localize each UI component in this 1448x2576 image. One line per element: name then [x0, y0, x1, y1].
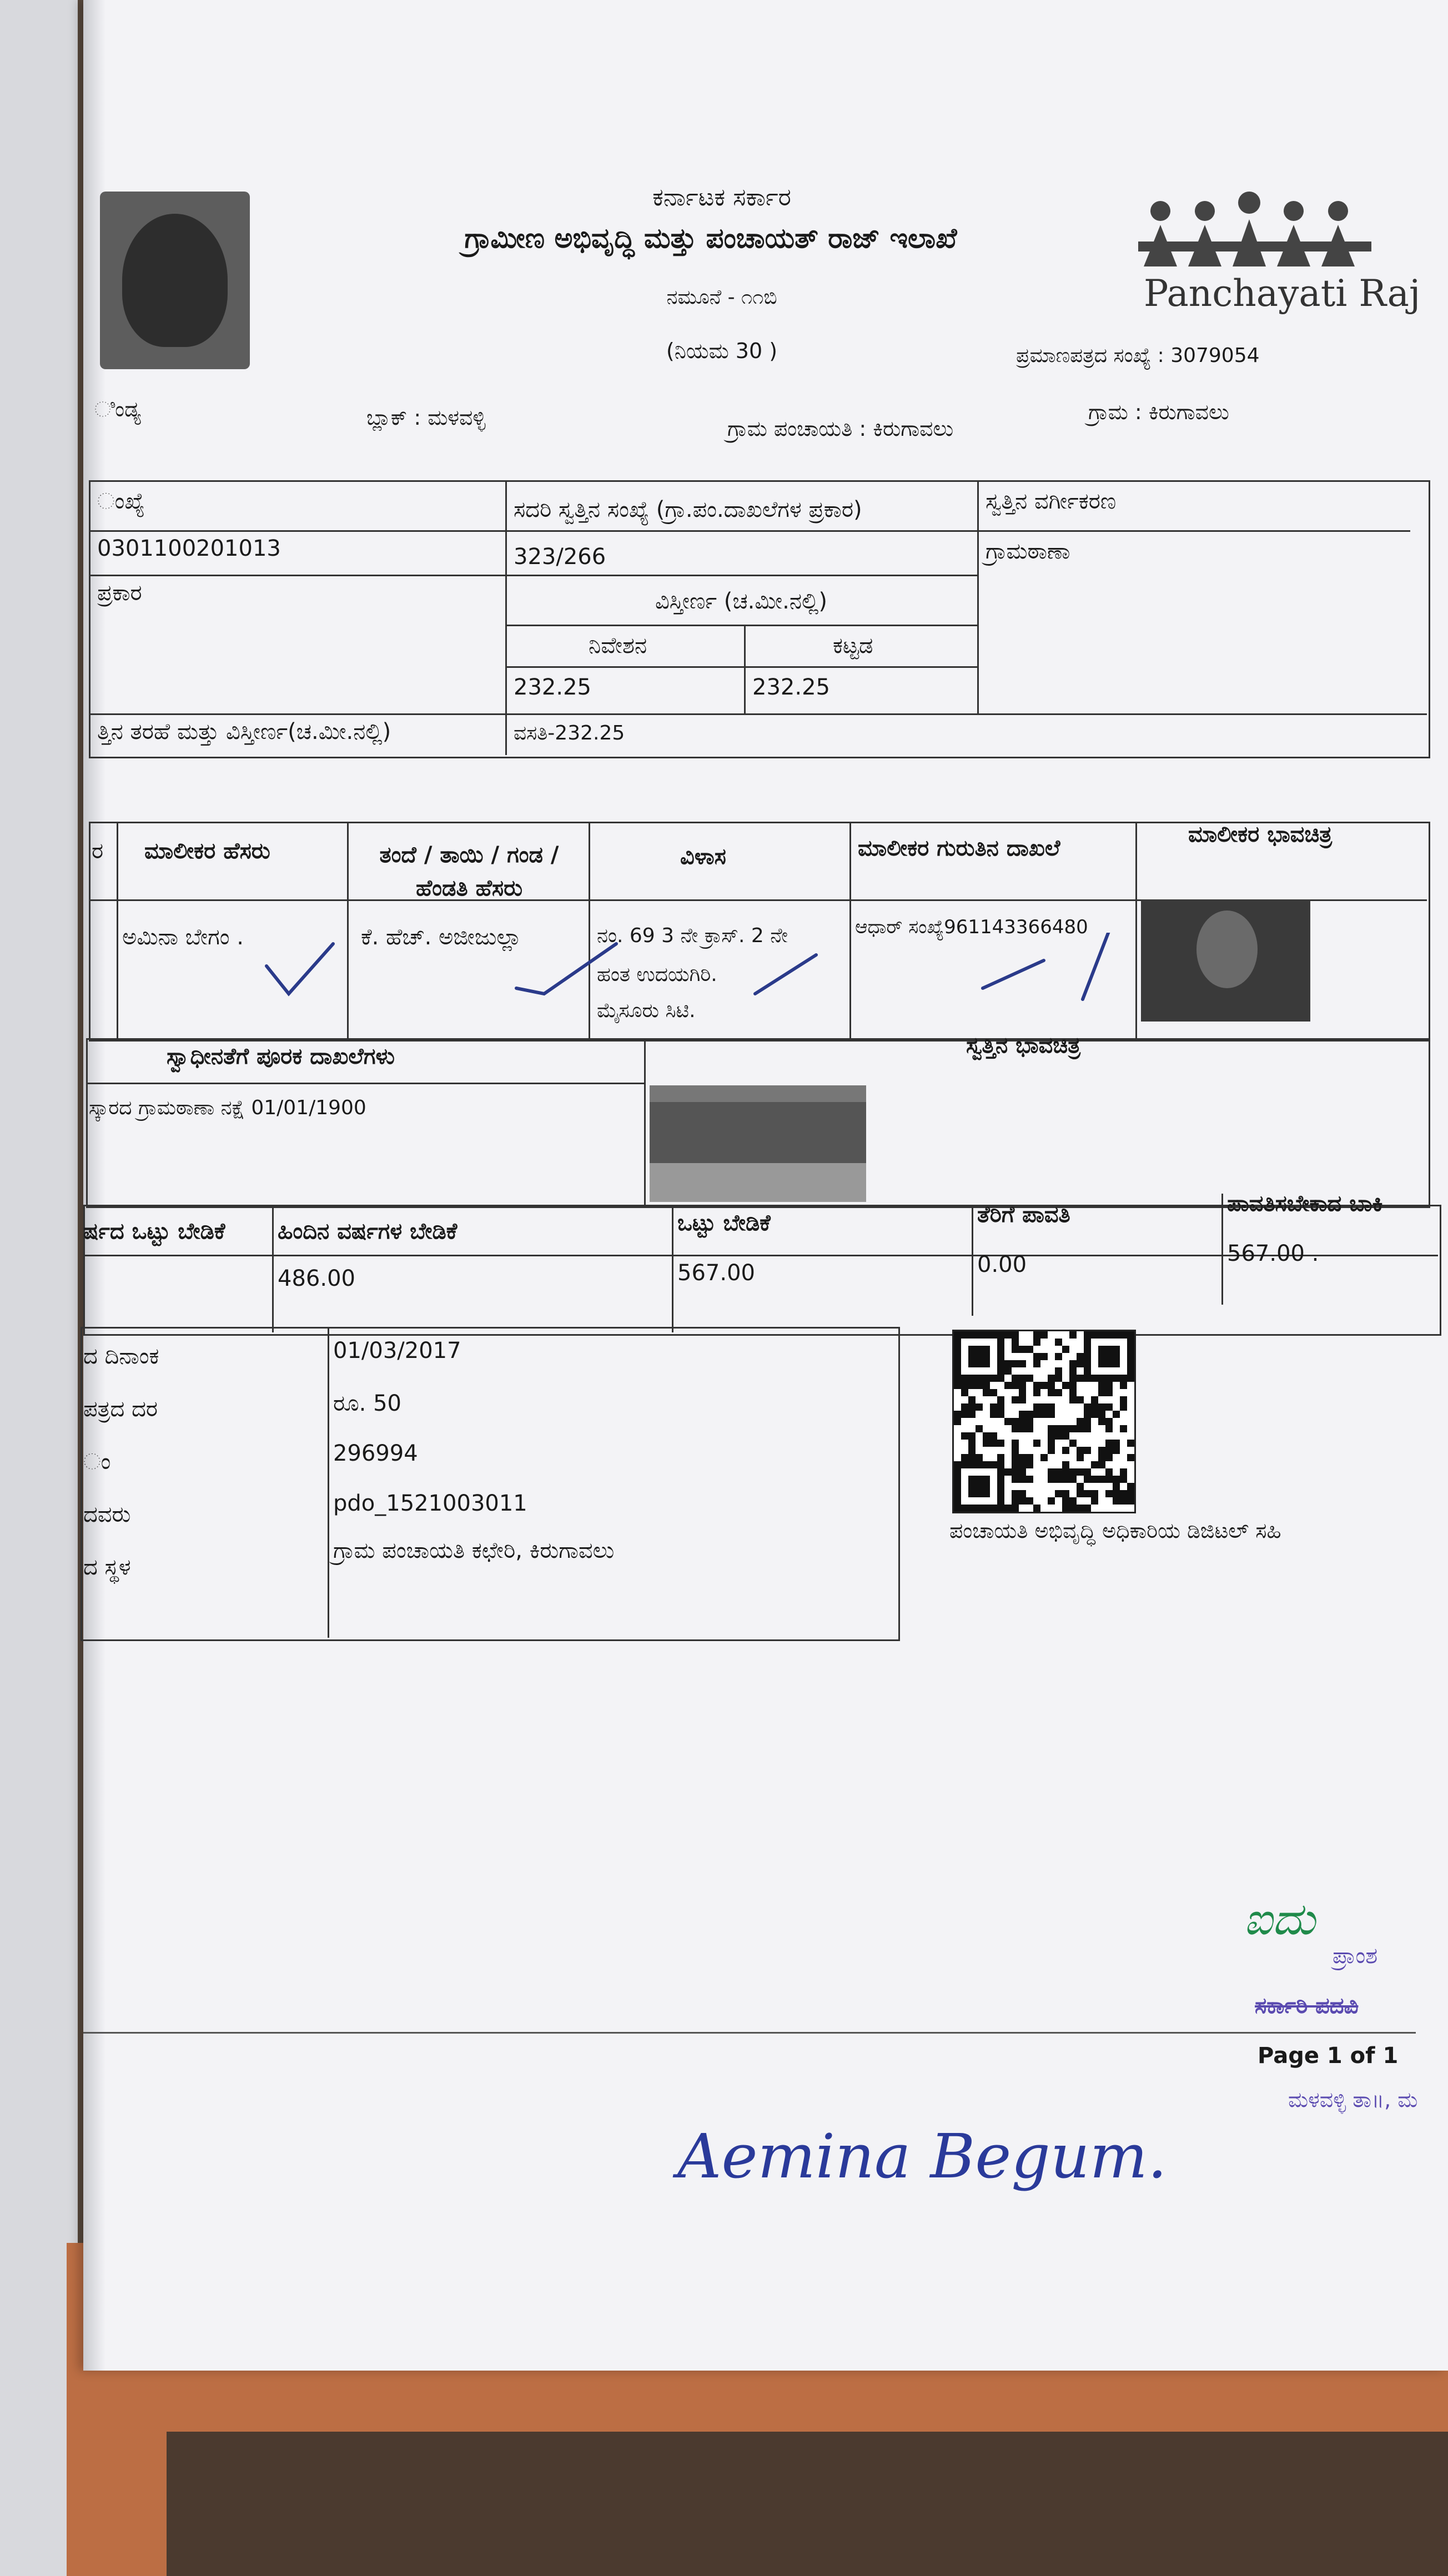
owner-col-1 — [117, 822, 118, 1038]
property-photo — [650, 1085, 866, 1202]
sadari-label: ಸದರಿ ಸ್ವತ್ತಿನ ಸಂಖ್ಯೆ (ಗ್ರಾ.ಪಂ.ದಾಖಲೆಗಳ ಪ್ರಕಾರ) — [514, 497, 862, 522]
owner-id-value: ಆಧಾರ್ ಸಂಖ್ಯೆ961143366480 — [855, 916, 1088, 938]
property-id-label: ಂಖ್ಯೆ — [97, 489, 145, 514]
tax-col-2 — [672, 1205, 673, 1332]
owner-address-line-3: ಮೈಸೂರು ಸಿಟಿ. — [597, 999, 696, 1022]
issue-date-value: 01/03/2017 — [333, 1338, 461, 1364]
stamp-line-1: ಪ್ರಾಂಶ — [1333, 1943, 1378, 1969]
owner-address-header: ವಿಳಾಸ — [680, 844, 726, 869]
tax-header-total-demand: ಒಟ್ಟು ಬೇಡಿಕೆ — [677, 1210, 771, 1236]
row-divider-4 — [505, 666, 977, 668]
certificate-number: ಪ್ರಮಾಣಪತ್ರದ ಸಂಖ್ಯೆ : 3079054 — [1016, 344, 1260, 367]
owner-id-header: ಮಾಲೀಕರ ಗುರುತಿನ ದಾಖಲೆ — [858, 836, 1060, 861]
digital-signature-label: ಪಂಚಾಯತಿ ಅಭಿವೃದ್ಧಿ ಅಧಿಕಾರಿಯ ಡಿಜಿಟಲ್ ಸಹಿ — [949, 1518, 1281, 1543]
documents-divider — [644, 1038, 646, 1205]
owner-sl-header: ರ — [92, 838, 104, 864]
tax-header-balance: ಪಾವತಿಸಬೇಕಾದ ಬಾಕಿ — [1227, 1191, 1383, 1216]
dept-title: ಗ್ರಾಮೀಣ ಅಭಿವೃದ್ಧಿ ಮತ್ತು ಪಂಚಾಯತ್ ರಾಜ್ ಇಲಾಖೆ — [464, 222, 957, 254]
issue-place-label: ದ ಸ್ಥಳ — [83, 1554, 131, 1580]
owner-photo-header: ಮಾಲೀಕರ ಭಾವಚಿತ್ರ — [1188, 822, 1333, 847]
nature-label: ತ್ತಿನ ತರಹೆ ಮತ್ತು ವಿಸ್ತೀರ್ಣ(ಚ.ಮೀ.ನಲ್ಲಿ) — [97, 719, 391, 744]
verification-ticks — [255, 933, 1144, 1022]
col-divider-3 — [744, 625, 746, 713]
tax-prev-demand-value: 486.00 — [278, 1266, 355, 1291]
tax-col-1 — [272, 1205, 274, 1332]
form-number: ನಮೂನೆ - ೧೧ಬಿ — [666, 286, 777, 309]
row-divider-1 — [89, 530, 1410, 532]
owner-photo-face — [1196, 910, 1258, 988]
property-id-value: 0301100201013 — [97, 536, 281, 561]
emblem-shape — [122, 214, 228, 347]
row-divider-3 — [505, 625, 977, 626]
issue-number-value: 296994 — [333, 1441, 418, 1466]
owner-signature: Aemina Begum. — [677, 2121, 1167, 2192]
karnataka-emblem-icon — [100, 192, 250, 369]
sadari-value: 323/266 — [514, 544, 606, 570]
building-area-value: 232.25 — [752, 675, 830, 700]
nature-value: ವಸತಿ-232.25 — [514, 722, 625, 744]
page-number: Page 1 of 1 — [1258, 2043, 1399, 2069]
footer-rule — [83, 2032, 1416, 2034]
col-divider-2 — [977, 480, 979, 713]
type-label: ಪ್ರಕಾರ — [97, 580, 142, 606]
govt-title: ಕರ್ನಾಟಕ ಸರ್ಕಾರ — [652, 183, 791, 212]
issue-by-value: pdo_1521003011 — [333, 1491, 527, 1516]
rule-number: (ನಿಯಮ 30 ) — [666, 339, 778, 363]
table-surface — [167, 2432, 1448, 2576]
block-label: ಬ್ಲಾಕ್ : ಮಳವಳ್ಳಿ — [366, 405, 486, 430]
tax-col-3 — [972, 1205, 973, 1316]
owner-name-header: ಮಾಲೀಕರ ಹೆಸರು — [144, 838, 270, 864]
owner-photo — [1141, 899, 1310, 1022]
stamp-line-3: ಮಳವಳ್ಳಿ ತಾ॥, ಮ — [1288, 2087, 1418, 2112]
classification-value: ಗ್ರಾಮಠಾಣಾ — [986, 539, 1070, 564]
tax-header-year-demand: ರ್ಷದ ಒಟ್ಟು ಬೇಡಿಕೆ — [83, 1219, 225, 1244]
owner-parent-header: ತಂದೆ / ತಾಯಿ / ಗಂಡ / ಹೆಂಡತಿ ಹೆಸರು — [379, 842, 559, 901]
documents-header-line — [86, 1083, 644, 1084]
issue-place-value: ಗ್ರಾಮ ಪಂಚಾಯತಿ ಕಛೇರಿ, ಕಿರುಗಾವಲು — [333, 1538, 615, 1563]
house-ground — [650, 1163, 866, 1202]
classification-label: ಸ್ವತ್ತಿನ ವರ್ಗೀಕರಣ — [986, 489, 1117, 514]
area-label: ವಿಸ್ತೀರ್ಣ (ಚ.ಮೀ.ನಲ್ಲಿ) — [655, 588, 827, 614]
building-label: ಕಟ್ಟಡ — [833, 633, 873, 658]
logo-text: Panchayati Raj — [1144, 272, 1421, 315]
issue-fee-value: ರೂ. 50 — [333, 1391, 402, 1416]
officer-signature-icon: ಐದು — [1244, 1893, 1315, 1945]
owner-parent-name: ಕೆ. ಹೆಚ್. ಅಜೀಜುಲ್ಲಾ — [361, 924, 522, 950]
owner-address-line-2: ಹಂತ ಉದಯಗಿರಿ. — [597, 963, 717, 986]
panchayati-raj-logo-icon — [1138, 189, 1382, 272]
underlying-page — [0, 0, 78, 2576]
tax-header-prev-demand: ಹಿಂದಿನ ವರ್ಷಗಳ ಬೇಡಿಕೆ — [278, 1219, 457, 1244]
tax-header-paid: ತೆರಿಗೆ ಪಾವತಿ — [977, 1202, 1070, 1227]
row-divider-2 — [89, 575, 977, 576]
property-photo-label: ಸ್ವತ್ತಿನ ಭಾವಚಿತ್ರ — [966, 1033, 1081, 1058]
house-wall — [650, 1102, 866, 1163]
issue-table — [81, 1327, 900, 1641]
site-area-value: 232.25 — [514, 675, 591, 700]
owner-address-line-1: ನಂ. 69 3 ನೇ ಕ್ರಾಸ್. 2 ನೇ — [597, 924, 788, 947]
issue-col-divider — [328, 1327, 329, 1638]
site-label: ನಿವೇಶನ — [589, 633, 647, 658]
tax-total-demand-value: 567.00 — [677, 1260, 755, 1286]
district-label: ಿಂಡ್ಯ — [94, 397, 141, 421]
village-label: ಗ್ರಾಮ : ಕಿರುಗಾವಲು — [1088, 400, 1229, 424]
issue-by-label: ದವರು — [83, 1502, 131, 1527]
issue-number-label: ಂ — [83, 1449, 111, 1475]
issue-fee-label: ಪತ್ರದ ದರ — [83, 1396, 158, 1422]
qr-code-icon — [952, 1330, 1136, 1513]
gp-label: ಗ್ರಾಮ ಪಂಚಾಯತಿ : ಕಿರುಗಾವಲು — [727, 416, 954, 441]
tax-paid-value: 0.00 — [977, 1252, 1027, 1277]
tax-col-4 — [1221, 1194, 1223, 1305]
row-divider-5 — [89, 713, 1427, 715]
issue-date-label: ದ ದಿನಾಂಕ — [83, 1344, 159, 1369]
owner-name: ಅಮಿನಾ ಬೇಗಂ . — [122, 924, 244, 950]
documents-label: ಸ್ವಾಧೀನತೆಗೆ ಪೂರಕ ದಾಖಲೆಗಳು — [167, 1044, 395, 1069]
stamp-line-2: ಸರ್ಕಾರಿ ಪದವಿ — [1255, 1993, 1359, 2019]
tax-balance-value: 567.00 . — [1227, 1241, 1319, 1266]
documents-value: ಸ್ಕಾರದ ಗ್ರಾಮಠಾಣಾ ನಕ್ಷೆ 01/01/1900 — [89, 1096, 366, 1119]
